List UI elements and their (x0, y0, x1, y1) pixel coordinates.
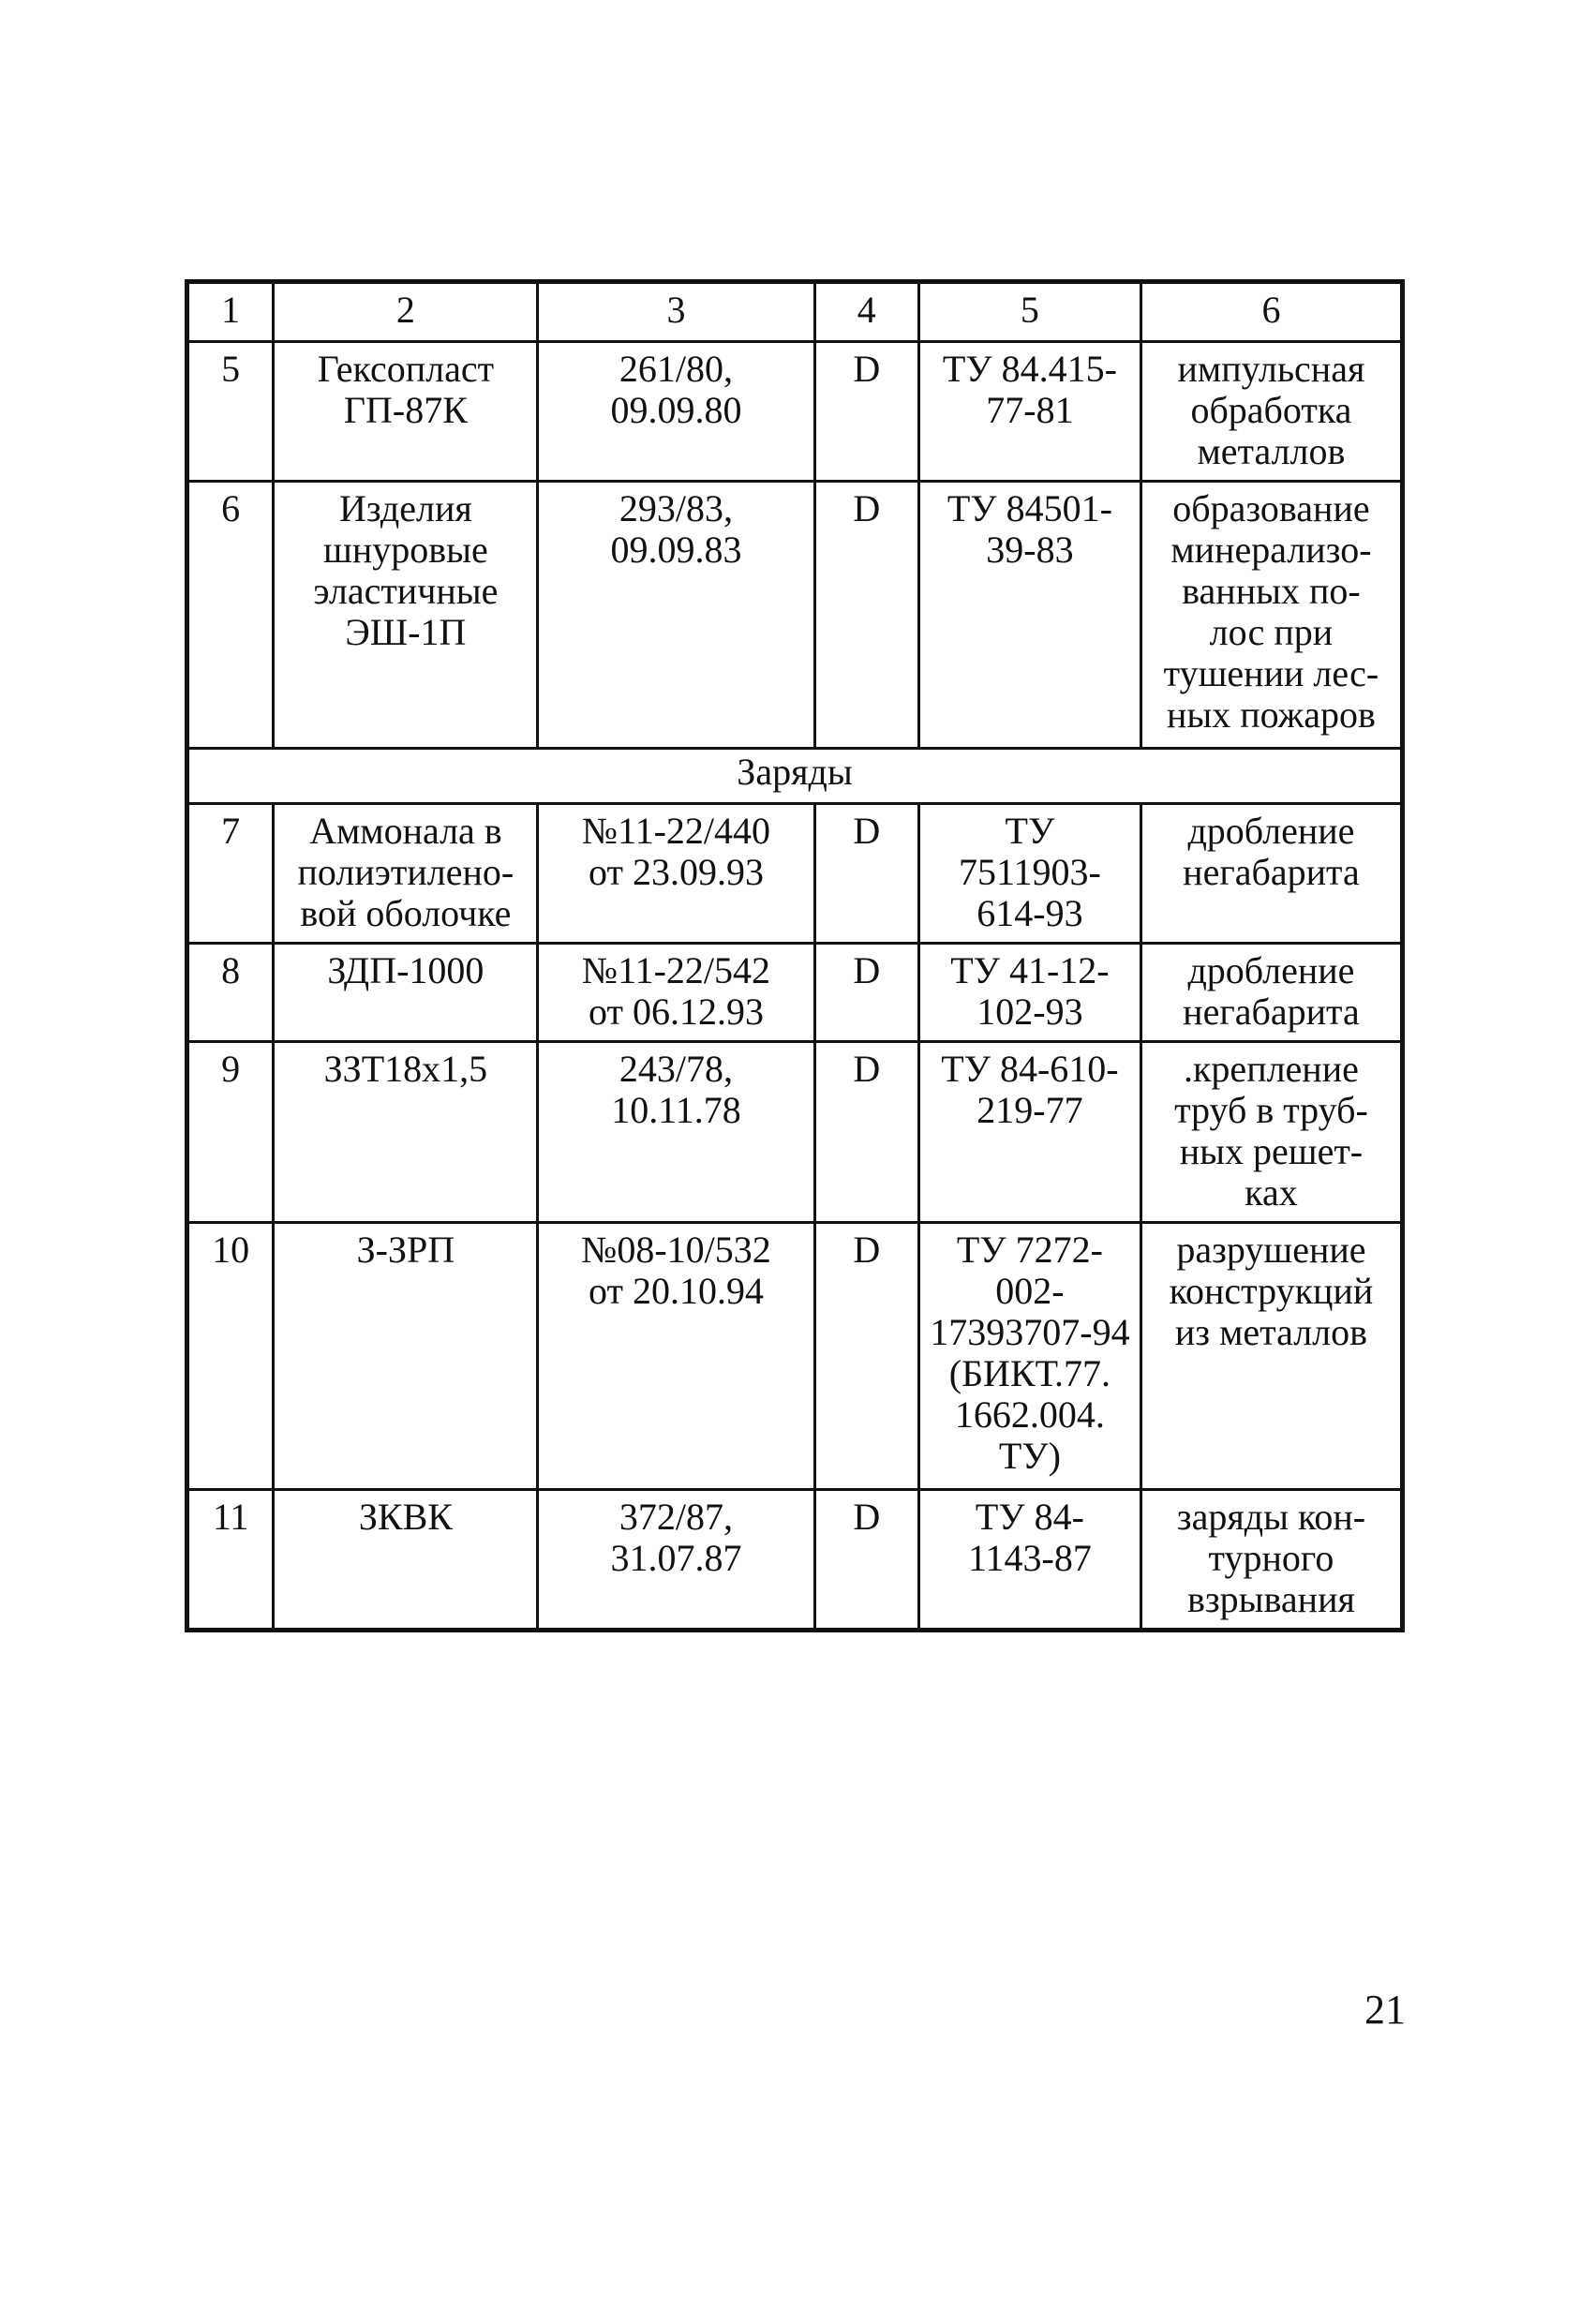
product-name: З-ЗРП (274, 1223, 538, 1490)
table-row (187, 1042, 1403, 1223)
technical-spec: ТУ 7511903- 614-93 (918, 804, 1140, 944)
hazard-class: D (814, 1042, 918, 1223)
technical-spec: ТУ 84.415- 77-81 (918, 342, 1140, 482)
application: .крепление труб в труб- ных решет- ках (1140, 1042, 1402, 1223)
application: дробление негабарита (1140, 944, 1402, 1042)
header-cell-5: 5 (918, 282, 1140, 342)
header-cell-1: 1 (187, 282, 274, 342)
page-number: 21 (1364, 1987, 1406, 2033)
table-row (187, 804, 1403, 944)
product-name: ЗДП-1000 (274, 944, 538, 1042)
technical-spec: ТУ 84- 1143-87 (918, 1490, 1140, 1631)
hazard-class: D (814, 482, 918, 749)
section-row (187, 749, 1403, 804)
application: разрушение конструкций из металлов (1140, 1223, 1402, 1490)
permit-number: №11-22/440 от 23.09.93 (538, 804, 814, 944)
header-cell-2: 2 (274, 282, 538, 342)
permit-number: №11-22/542 от 06.12.93 (538, 944, 814, 1042)
permit-number: 293/83, 09.09.83 (538, 482, 814, 749)
table-header-row (187, 282, 1403, 342)
row-number: 8 (187, 944, 274, 1042)
header-cell-4: 4 (814, 282, 918, 342)
explosives-table (185, 279, 1405, 1632)
technical-spec: ТУ 41-12- 102-93 (918, 944, 1140, 1042)
product-name: Изделия шнуровые эластичные ЭШ-1П (274, 482, 538, 749)
technical-spec: ТУ 7272- 002- 17393707-94 (БИКТ.77. 1662.004. ТУ) (918, 1223, 1140, 1490)
hazard-class: D (814, 1490, 918, 1631)
permit-number: 261/80, 09.09.80 (538, 342, 814, 482)
table-row (187, 1490, 1403, 1631)
product-name: Гексопласт ГП-87К (274, 342, 538, 482)
row-number: 10 (187, 1223, 274, 1490)
application: заряды кон- турного взрывания (1140, 1490, 1402, 1631)
technical-spec: ТУ 84-610- 219-77 (918, 1042, 1140, 1223)
row-number: 9 (187, 1042, 274, 1223)
row-number: 7 (187, 804, 274, 944)
product-name: ЗЗТ18х1,5 (274, 1042, 538, 1223)
table-row (187, 482, 1403, 749)
hazard-class: D (814, 804, 918, 944)
application: образование минерализо- ванных по- лос при тушении лес- ных пожаров (1140, 482, 1402, 749)
row-number: 6 (187, 482, 274, 749)
row-number: 11 (187, 1490, 274, 1631)
technical-spec: ТУ 84501- 39-83 (918, 482, 1140, 749)
table-row (187, 1223, 1403, 1490)
hazard-class: D (814, 342, 918, 482)
permit-number: №08-10/532 от 20.10.94 (538, 1223, 814, 1490)
permit-number: 372/87, 31.07.87 (538, 1490, 814, 1631)
table-row (187, 342, 1403, 482)
hazard-class: D (814, 944, 918, 1042)
product-name: Аммонала в полиэтилено- вой оболочке (274, 804, 538, 944)
product-name: ЗКВК (274, 1490, 538, 1631)
application: импульсная обработка металлов (1140, 342, 1402, 482)
application: дробление негабарита (1140, 804, 1402, 944)
permit-number: 243/78, 10.11.78 (538, 1042, 814, 1223)
row-number: 5 (187, 342, 274, 482)
table-row (187, 944, 1403, 1042)
header-cell-3: 3 (538, 282, 814, 342)
hazard-class: D (814, 1223, 918, 1490)
section-title: Заряды (187, 749, 1403, 804)
header-cell-6: 6 (1140, 282, 1402, 342)
